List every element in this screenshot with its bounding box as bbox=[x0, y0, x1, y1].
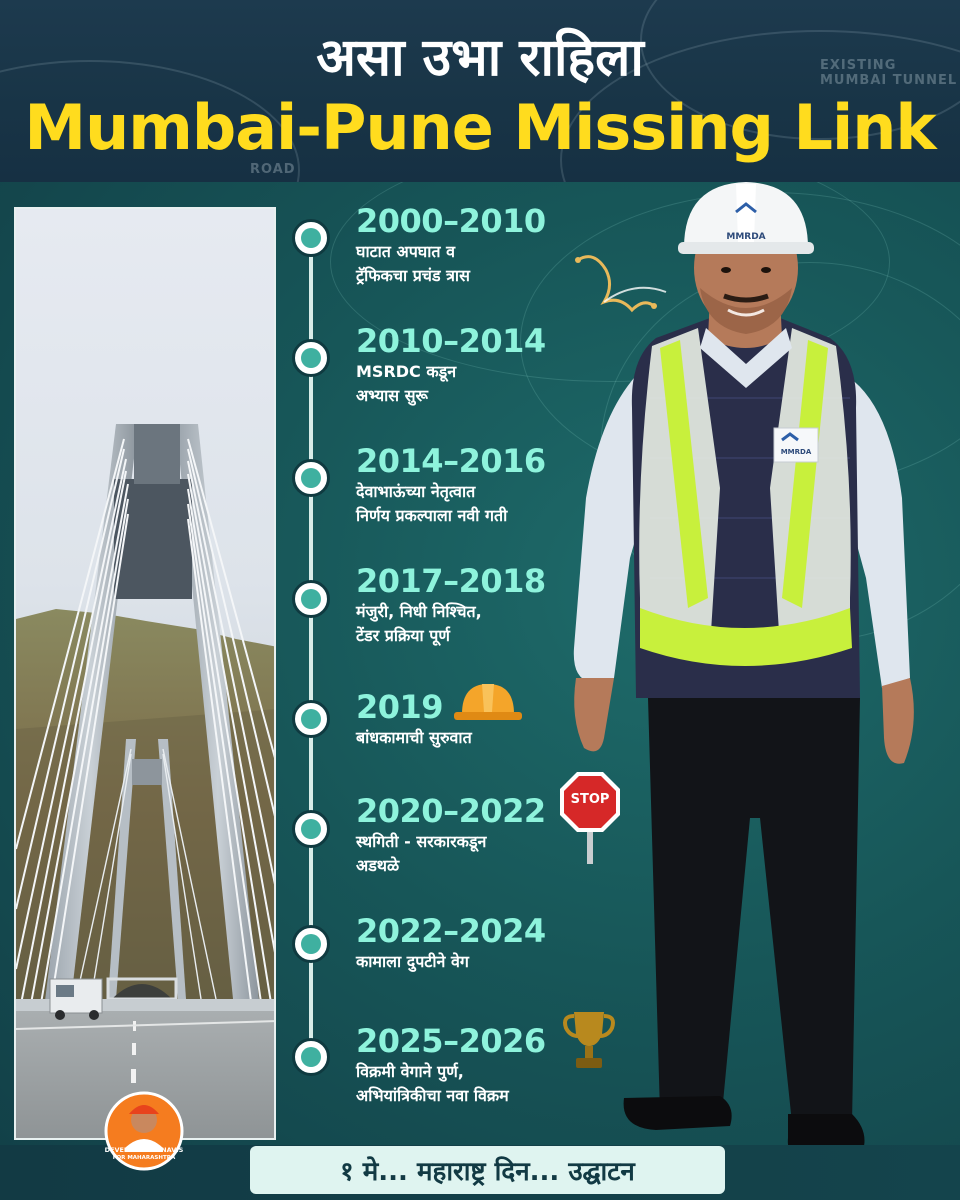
vest-badge-label: MMRDA bbox=[780, 448, 812, 456]
map-label-tunnel: EXISTING MUMBAI TUNNEL bbox=[820, 58, 958, 88]
timeline-node bbox=[292, 700, 330, 738]
timeline-year: 2019 bbox=[356, 688, 444, 726]
hard-hat-icon bbox=[452, 678, 524, 732]
timeline-desc-line: ट्रॅफिकचा प्रचंड त्रास bbox=[356, 266, 470, 285]
timeline-desc-line: घाटात अपघात व bbox=[356, 242, 455, 261]
timeline-desc-line: देवाभाऊंच्या नेतृत्वात bbox=[356, 482, 476, 501]
timeline-node bbox=[292, 1038, 330, 1076]
campaign-logo bbox=[103, 1090, 185, 1176]
timeline-desc-line: निर्णय प्रकल्पाला नवी गती bbox=[356, 506, 508, 525]
logo-name-line: DEVENDRA FADNAVIS bbox=[104, 1146, 184, 1154]
bridge-photo bbox=[14, 207, 276, 1140]
timeline-year: 2025–2026 bbox=[356, 1022, 546, 1060]
timeline-desc-line: अडथळे bbox=[356, 856, 400, 875]
timeline-desc-line: अभ्यास सुरू bbox=[356, 386, 428, 405]
timeline-node bbox=[292, 580, 330, 618]
timeline-desc-line: MSRDC कडून bbox=[356, 362, 457, 381]
page-title-english: Mumbai-Pune Missing Link bbox=[24, 91, 936, 164]
footer-text: १ मे... महाराष्ट्र दिन... उद्घाटन bbox=[340, 1157, 635, 1187]
timeline-desc-line: कामाला दुपटीने वेग bbox=[356, 952, 469, 971]
timeline-desc-line: विक्रमी वेगाने पुर्ण, bbox=[356, 1062, 464, 1081]
timeline-node bbox=[292, 219, 330, 257]
timeline-node bbox=[292, 459, 330, 497]
header-banner bbox=[0, 0, 960, 182]
timeline-desc-line: मंजुरी, निधी निश्चित, bbox=[356, 602, 482, 621]
timeline-year: 2000–2010 bbox=[356, 202, 546, 240]
logo-tagline-line: FOR MAHARASHTRA bbox=[112, 1155, 176, 1161]
timeline-desc-line: बांधकामाची सुरुवात bbox=[356, 728, 472, 747]
person-figure bbox=[560, 178, 930, 1182]
timeline-year: 2020–2022 bbox=[356, 792, 546, 830]
timeline-year: 2022–2024 bbox=[356, 912, 546, 950]
timeline-year: 2014–2016 bbox=[356, 442, 546, 480]
timeline-desc-line: टेंडर प्रक्रिया पूर्ण bbox=[356, 626, 450, 645]
timeline-node bbox=[292, 810, 330, 848]
timeline-desc-line: अभियांत्रिकीचा नवा विक्रम bbox=[356, 1086, 509, 1105]
page-title-marathi: असा उभा राहिला bbox=[316, 28, 644, 88]
stop-sign-label: STOP bbox=[570, 792, 610, 807]
timeline-desc-line: स्थगिती - सरकारकडून bbox=[356, 832, 487, 851]
helmet-label: MMRDA bbox=[726, 232, 766, 242]
timeline-year: 2010–2014 bbox=[356, 322, 546, 360]
timeline-node bbox=[292, 339, 330, 377]
timeline-node bbox=[292, 925, 330, 963]
cable-stayed-bridge-illustration bbox=[16, 209, 276, 1140]
footer-banner bbox=[250, 1146, 725, 1194]
timeline-year: 2017–2018 bbox=[356, 562, 546, 600]
map-label-road: ROAD bbox=[250, 162, 296, 177]
